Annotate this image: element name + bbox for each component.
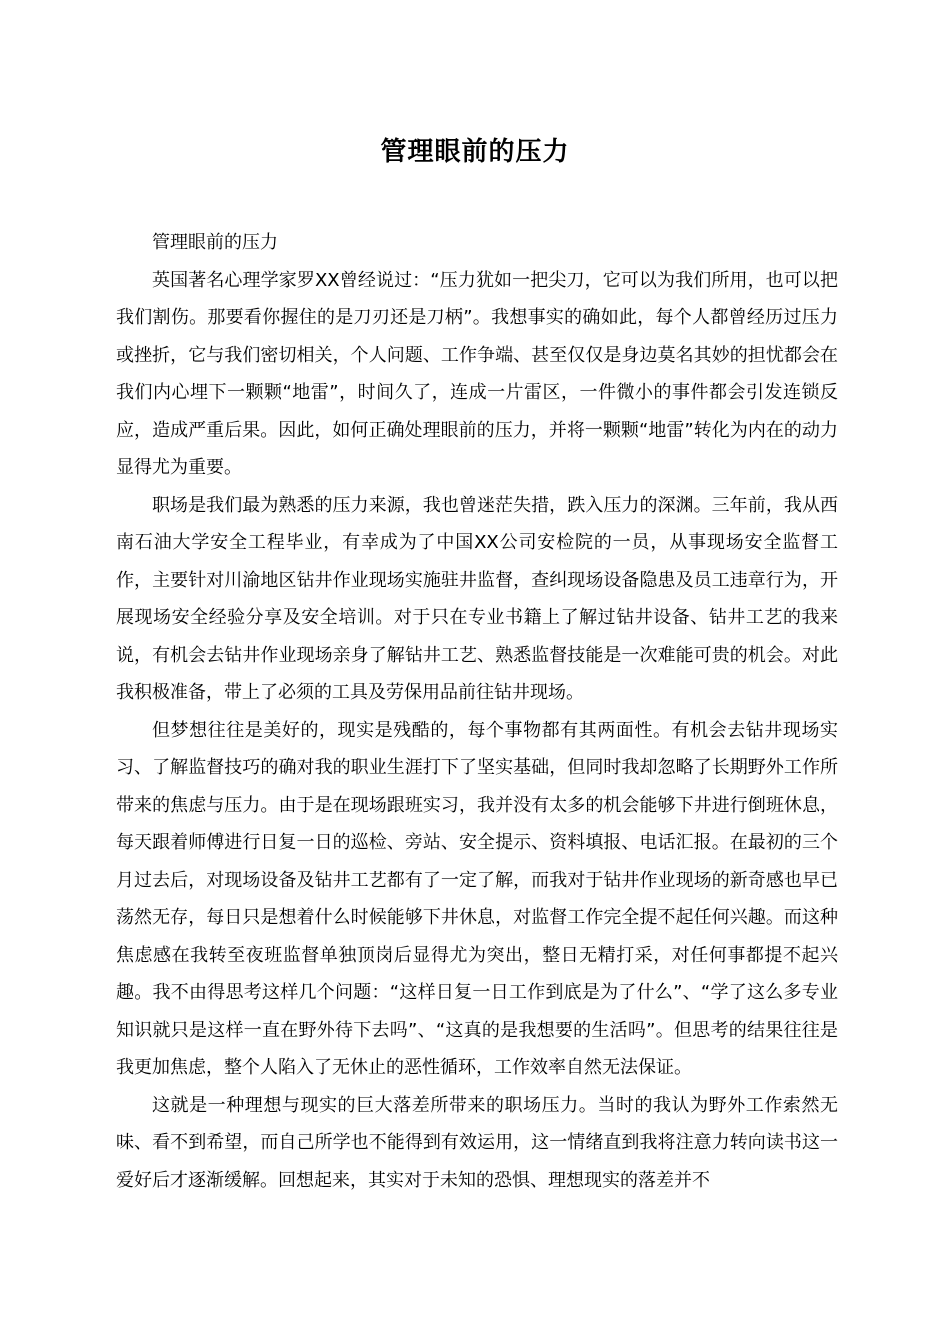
paragraph-conclusion: 这就是一种理想与现实的巨大落差所带来的职场压力。当时的我认为野外工作索然无味、看不到希望，而自己所学也不能得到有效运用，这一情绪直到我将注意力转向读书这一爱好后才逐渐缓解。回想起来，其实对于未知的恐惧、理想现实的落差并不 bbox=[116, 1094, 838, 1191]
paragraph-intro: 英国著名心理学家罗XX曾经说过：“压力犹如一把尖刀，它可以为我们所用，也可以把我们割伤。那要看你握住的是刀刃还是刀柄”。我想事实的确如此，每个人都曾经历过压力或挫折，它与我们密切相关，个人问题、工作争端、甚至仅仅是身边莫名其妙的担忧都会在我们内心埋下一颗颗“地雷”，时间久了，连成一片雷区，一件微小的事件都会引发连锁反应，造成严重后果。因此，如何正确处理眼前的压力，并将一颗颗“地雷”转化为内在的动力显得尤为重要。 bbox=[116, 269, 838, 478]
paragraph-reality: 但梦想往往是美好的，现实是残酷的，每个事物都有其两面性。有机会去钻井现场实习、了解监督技巧的确对我的职业生涯打下了坚实基础，但同时我却忽略了长期野外工作所带来的焦虑与压力。由于是在现场跟班实习，我并没有太多的机会能够下井进行倒班休息，每天跟着师傅进行日复一日的巡检、旁站、安全提示、资料填报、电话汇报。在最初的三个月过去后，对现场设备及钻井工艺都有了一定了解，而我对于钻井作业现场的新奇感也早已荡然无存，每日只是想着什么时候能够下井休息，对监督工作完全提不起任何兴趣。而这种焦虑感在我转至夜班监督单独顶岗后显得尤为突出，整日无精打采，对任何事都提不起兴趣。我不由得思考这样几个问题：“这样日复一日工作到底是为了什么”、“学了这么多专业知识就只是这样一直在野外待下去吗”、“这真的是我想要的生活吗”。但思考的结果往往是我更加焦虑，整个人陷入了无休止的恶性循环，工作效率自然无法保证。 bbox=[116, 719, 838, 1078]
paragraph-subtitle: 管理眼前的压力 bbox=[152, 232, 278, 253]
paragraph-workplace: 职场是我们最为熟悉的压力来源，我也曾迷茫失措，跌入压力的深渊。三年前，我从西南石油大学安全工程毕业，有幸成为了中国XX公司安检院的一员，从事现场安全监督工作，主要针对川渝地区钻井作业现场实施驻井监督，查纠现场设备隐患及员工违章行为，开展现场安全经验分享及安全培训。对于只在专业书籍上了解过钻井设备、钻井工艺的我来说，有机会去钻井作业现场亲身了解钻井工艺、熟悉监督技能是一次难能可贵的机会。对此我积极准备，带上了必须的工具及劳保用品前往钻井现场。 bbox=[116, 494, 838, 703]
document-title: 管理眼前的压力 bbox=[380, 137, 570, 167]
document-body bbox=[116, 224, 838, 1199]
